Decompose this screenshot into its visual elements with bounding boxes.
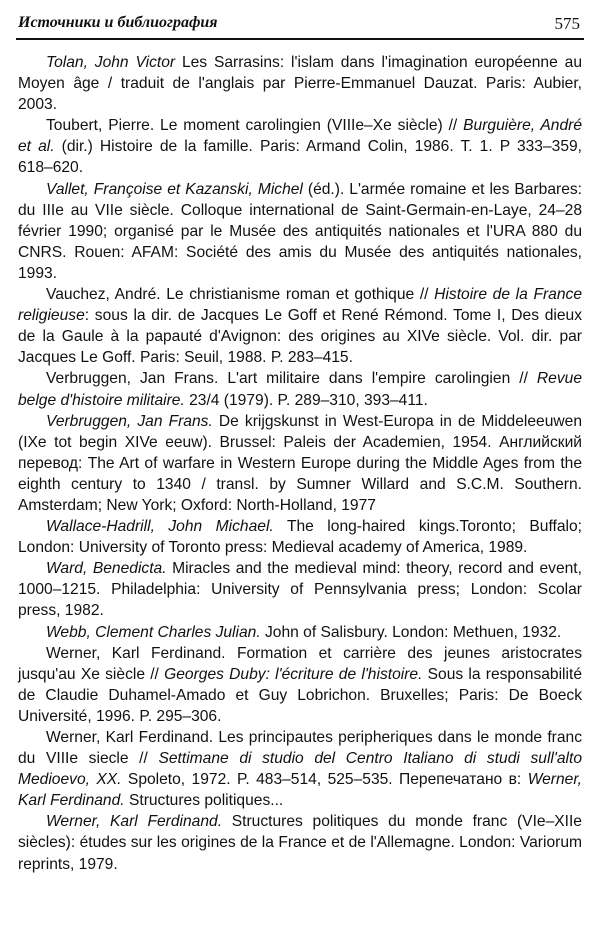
bibliography-entry bbox=[16, 622, 584, 643]
entry-italic-title: Burguière, André et al. bbox=[18, 117, 582, 156]
entry-text: Miracles and the medieval mind: theory, record and event, 1000–1215. Philadelphia: University of Pennsylvania press; London: Scolar press, 1982. bbox=[18, 560, 582, 620]
entry-italic-title: Werner, Karl Ferdinand. bbox=[18, 771, 582, 810]
entry-author: Vauchez, André. bbox=[46, 286, 161, 304]
entry-author: Tolan, John Victor bbox=[46, 54, 176, 71]
entry-italic-title: Revue belge d'histoire militaire. bbox=[18, 370, 582, 409]
entry-text: L'art militaire dans l'empire carolingien // bbox=[218, 370, 537, 388]
bibliography-entry bbox=[16, 411, 584, 516]
entry-italic-title: Histoire de la France religieuse bbox=[18, 286, 582, 325]
entry-italic-title: Georges Duby: l'écriture de l'histoire. bbox=[164, 665, 423, 683]
entry-text: Formation et carrière des jeunes aristocrates jusqu'au Xe siècle // bbox=[18, 644, 582, 683]
bibliography-entry bbox=[16, 284, 584, 368]
entry-text: Sous la responsabilité de Claudie Duhamel-Amado et Guy Lobrichon. Bruxelles; Paris: De Boeck Université, 1996. P. 295–306. bbox=[18, 665, 582, 725]
entry-author: Toubert, Pierre. bbox=[46, 117, 155, 135]
entry-text: The long-haired kings.Toronto; Buffalo; London: University of Toronto press: Medieval academy of America, 1989. bbox=[18, 518, 582, 557]
page-number: 575 bbox=[554, 14, 580, 33]
entry-author: Webb, Clement Charles Julian. bbox=[46, 623, 261, 641]
header-title: Источники и библиография bbox=[18, 14, 218, 31]
bibliography-entry bbox=[16, 558, 584, 621]
entry-text: Spoleto, 1972. P. 483–514, 525–535. Перепечатано в: bbox=[121, 771, 528, 789]
entry-author: Werner, Karl Ferdinand. bbox=[46, 729, 214, 746]
entry-text: 23/4 (1979). P. 289–310, 393–411. bbox=[184, 391, 428, 409]
entry-text: (éd.). L'armée romaine et les Barbares: du IIIe au VIIe siècle. Colloque international de Saint-Germain-en-Laye, 24–28 février 1990; organisé par le Musée des antiquités nationales et l'URA 880 du CNRS. Rouen: AFAM: Société des amis du Musée des antiquités nationales, 1993. bbox=[18, 180, 582, 282]
entry-text: Les Sarrasins: l'islam dans l'imagination européenne au Moyen âge / traduit de l'anglais par Pierre-Emmanuel Dauzat. Paris: Aubier, 2003. bbox=[18, 54, 582, 114]
bibliography-entry bbox=[16, 727, 584, 811]
bibliography-entry bbox=[16, 516, 584, 558]
entry-text: De krijgskunst in West-Europa in de Middeleeuwen (IXe tot begin XIVe eeuw). Brussel: Paleis der Academien, 1954. Английский перевод: The Art of warfare in Western Europe during the Middle Ages from the eighth century to 1340 / transl. by Sumner Willard and S.C.M. Southern. Amsterdam; New York; Oxford: North-Holland, 1977 bbox=[18, 412, 582, 514]
bibliography-entry bbox=[16, 368, 584, 410]
bibliography-entry bbox=[16, 52, 584, 115]
entry-text: (dir.) Histoire de la famille. Paris: Armand Colin, 1986. T. 1. P 333–359, 618–620. bbox=[18, 138, 582, 177]
entry-author: Vallet, Françoise et Kazanski, Michel bbox=[46, 180, 303, 198]
entry-text: Structures politiques... bbox=[124, 792, 284, 810]
entry-text: John of Salisbury. London: Methuen, 1932. bbox=[260, 623, 562, 641]
bibliography-list bbox=[16, 52, 584, 875]
entry-author: Verbruggen, Jan Frans. bbox=[46, 370, 219, 388]
entry-author: Ward, Benedicta. bbox=[46, 560, 167, 578]
entry-author: Wallace-Hadrill, John Michael. bbox=[46, 518, 274, 536]
entry-text: : sous la dir. de Jacques Le Goff et René Rémond. Tome I, Des dieux de la Gaule à la papauté d'Avignon: des origines au XIVe siècle. Vol. dir. par Jacques Le Goff. Paris: Seuil, 1988. P. 283–415. bbox=[18, 307, 582, 367]
entry-author: Werner, Karl Ferdinand. bbox=[46, 813, 223, 831]
entry-author: Verbruggen, Jan Frans. bbox=[46, 412, 213, 430]
entry-italic-title: Settimane di studio del Centro Italiano di studi sull'alto Medioevo, XX. bbox=[18, 750, 582, 789]
entry-text: Le moment carolingien (VIIIe–Xe siècle) // bbox=[154, 117, 464, 135]
bibliography-entry bbox=[16, 643, 584, 727]
running-header bbox=[16, 12, 584, 40]
entry-text: Structures politiques du monde franc (VIe–XIIe siècles): études sur les origines de la France et de l'Allemagne. London: Variorum reprints, 1979. bbox=[18, 813, 582, 873]
bibliography-entry bbox=[16, 115, 584, 178]
entry-text: Le christianisme roman et gothique // bbox=[160, 286, 435, 304]
entry-author: Werner, Karl Ferdinand. bbox=[46, 644, 226, 662]
bibliography-entry bbox=[16, 811, 584, 874]
bibliography-entry bbox=[16, 179, 584, 284]
entry-text: Les principautes peripheriques dans le monde franc du VIIIe siecle // bbox=[18, 729, 582, 768]
